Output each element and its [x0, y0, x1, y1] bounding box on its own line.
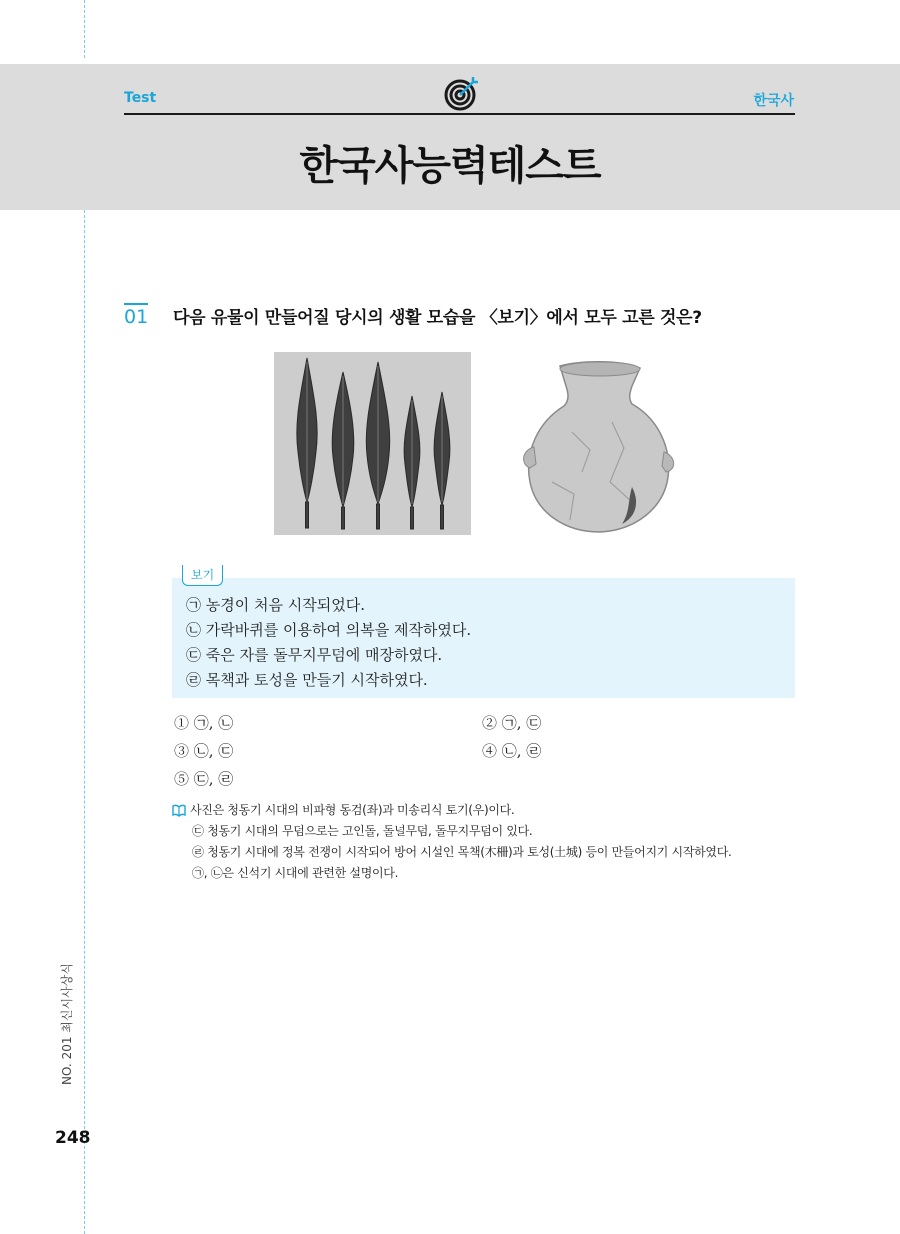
subject-label: 한국사	[753, 93, 794, 109]
explanation-line: ㉠, ㉡은 신석기 시대에 관련한 설명이다.	[192, 866, 399, 880]
header-rule	[124, 113, 795, 115]
bogi-list	[186, 593, 471, 693]
choice-5[interactable]: ⑤ ㉢, ㉣	[174, 770, 234, 788]
page-number: 248	[55, 1128, 91, 1148]
bogi-item: ㉣ 목책과 토성을 만들기 시작하였다.	[186, 671, 428, 689]
question-number: 01	[124, 303, 148, 327]
explanation-text: 사진은 청동기 시대의 비파형 동검(좌)과 미송리식 토기(우)이다.	[190, 803, 515, 817]
bogi-item: ㉡ 가락바퀴를 이용하여 의복을 제작하였다.	[186, 621, 472, 639]
choice-1[interactable]: ① ㉠, ㉡	[174, 714, 234, 732]
explanation	[172, 800, 792, 884]
choice-2[interactable]: ② ㉠, ㉢	[482, 714, 542, 732]
target-icon	[443, 76, 479, 112]
bogi-item: ㉢ 죽은 자를 돌무지무덤에 매장하였다.	[186, 646, 443, 664]
pottery-photo	[512, 352, 682, 535]
explanation-line	[172, 800, 792, 821]
bronze-dagger-photo	[274, 352, 471, 535]
explanation-line: ㉣ 청동기 시대에 정복 전쟁이 시작되어 방어 시설인 목책(木柵)과 토성(土城) 등이 만들어지기 시작하였다.	[192, 845, 732, 859]
choice-4[interactable]: ④ ㉡, ㉣	[482, 742, 542, 760]
page-title: 한국사능력테스트	[299, 143, 601, 189]
side-caption: NO. 201 최신시사상식	[60, 963, 74, 1085]
test-label: Test	[124, 90, 157, 106]
choice-3[interactable]: ③ ㉡, ㉢	[174, 742, 234, 760]
question-text: 다음 유물이 만들어질 당시의 생활 모습을 〈보기〉에서 모두 고른 것은?	[173, 308, 702, 328]
explanation-line: ㉢ 청동기 시대의 무덤으로는 고인돌, 돌널무덤, 돌무지무덤이 있다.	[192, 824, 533, 838]
bogi-item: ㉠ 농경이 처음 시작되었다.	[186, 596, 365, 614]
book-icon	[172, 804, 186, 817]
bogi-tag: 보기	[182, 565, 223, 586]
